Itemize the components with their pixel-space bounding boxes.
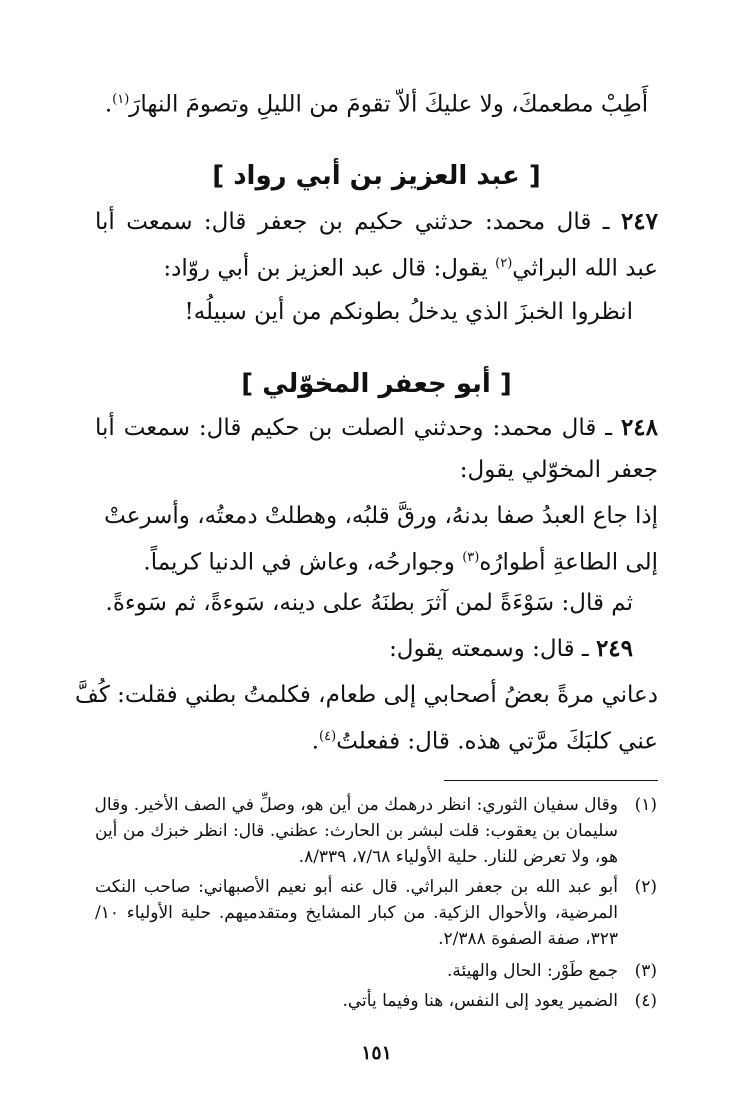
footnote-2-line: المرضية، والأحوال الزكية. من كبار المشايخ ومتقدميهم. حلية الأولياء ١٠/	[95, 903, 618, 923]
footnote-3-line: جمع طَوْر: الحال والهيئة.	[447, 961, 618, 981]
entry-247-line-1	[95, 205, 658, 239]
entry-249-quote-2	[312, 720, 658, 759]
entry-248-quote-2	[143, 541, 658, 580]
footnote-number: (٢)	[634, 877, 657, 897]
entry-text: عبد الله البراثي	[512, 255, 658, 282]
entry-247-quote: انظروا الخبزَ الذي يدخلُ بطونكم من أين سبيلُه!	[184, 299, 633, 325]
quote-text: عني كلبَكَ مرَّتي هذه. قال: ففعلتُ	[336, 728, 658, 755]
section-heading-abu-jafar: [ أبو جعفر المخوّلي ]	[241, 369, 512, 399]
footnote-1-line: هو، ولا تعرض للنار. حلية الأولياء ٧/٦٨، ٨/٣٣٩.	[298, 847, 618, 867]
footnote-separator	[444, 780, 658, 781]
entry-text: ـ قال محمد: وحدثني الصلت بن حكيم قال: سمعت أبا	[95, 415, 613, 441]
entry-text: ـ قال محمد: حدثني حكيم بن جعفر قال: سمعت أبا	[95, 209, 610, 235]
footnote-2-line: أبو عبد الله بن جعفر البراثي. قال عنه أبو نعيم الأصبهاني: صاحب النكت	[95, 877, 618, 897]
entry-248-line-1	[95, 411, 658, 445]
footnote-1-line: سليمان بن يعقوب: قلت لبشر بن الحارث: عظني. قال: انظر خبزك من أين	[95, 821, 618, 841]
footnote-2-line: ٣٢٣، صفة الصفوة ٢/٣٨٨.	[438, 929, 618, 949]
entry-248-line-2: جعفر المخوّلي يقول:	[459, 457, 658, 483]
entry-number: ٢٤٨	[620, 414, 659, 441]
intro-text: أَطِبْ مطعمكَ، ولا عليكَ ألاّ تقومَ من الليلِ وتصومَ النهارَ	[129, 91, 649, 118]
footnote-number: (٤)	[634, 991, 657, 1011]
entry-number: ٢٤٩	[595, 635, 633, 662]
quote-text: .	[311, 728, 320, 755]
footnote-ref-4: (٤)	[319, 729, 337, 744]
entry-248-quote-3: ثم قال: سَوْءَةً لمن آثرَ بطنَهُ على دينه، سَوءةً، ثم سَوءةً.	[105, 590, 633, 616]
entry-248-quote-1: إذا جاع العبدُ صفا بدنهُ، ورقَّ قلبُه، وهطلتْ دمعتُه، وأسرعتْ	[104, 503, 658, 529]
footnote-1-line: وقال سفيان الثوري: انظر درهمك من أين هو، وصلِّ في الصف الأخير. وقال	[94, 795, 618, 815]
page-number: ١٥١	[361, 1042, 392, 1064]
footnote-ref-1: (١)	[112, 92, 130, 107]
entry-247-line-2	[163, 247, 658, 286]
section-heading-abd-al-aziz: [ عبد العزيز بن أبي رواد ]	[212, 161, 541, 191]
entry-text: يقول: قال عبد العزيز بن أبي روّاد:	[163, 255, 496, 282]
intro-end: .	[104, 91, 113, 118]
quote-text: وجوارحُه، وعاش في الدنيا كريماً.	[143, 549, 463, 576]
footnote-number: (٣)	[634, 961, 657, 981]
quote-text: إلى الطاعةِ أطوارُه	[479, 549, 658, 576]
entry-number: ٢٤٧	[620, 208, 658, 235]
entry-249-line-1	[389, 632, 633, 666]
footnote-number: (١)	[634, 795, 657, 815]
footnote-4-line: الضمير يعود إلى النفس، هنا وفيما يأتي.	[342, 991, 618, 1011]
footnote-ref-2: (٢)	[495, 256, 513, 271]
entry-text: ـ قال: وسمعته يقول:	[389, 636, 589, 662]
intro-line	[0, 83, 753, 122]
footnote-ref-3: (٣)	[462, 550, 480, 565]
entry-249-quote-1: دعاني مرةً بعضُ أصحابي إلى طعام، فكلمتُ بطني فقلت: كُفَّ	[75, 682, 658, 708]
